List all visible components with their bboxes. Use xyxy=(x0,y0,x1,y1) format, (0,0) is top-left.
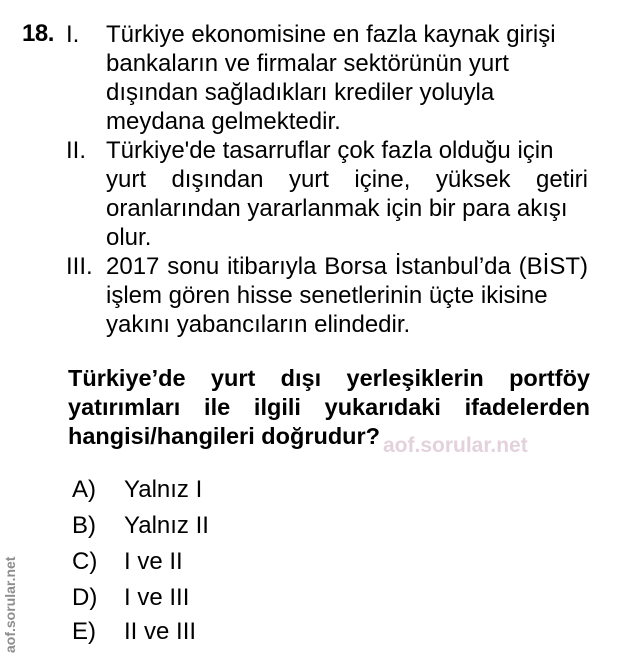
watermark-center: aof.sorular.net xyxy=(383,434,528,457)
statement-line: yurt dışından yurt içine, yüksek getiri xyxy=(106,166,588,193)
question-number: 18. xyxy=(22,20,54,47)
statement-text xyxy=(106,136,588,252)
statement-line: 2017 sonu itibarıyla Borsa İstanbul’da (BİST) xyxy=(106,253,588,280)
statement-line: Türkiye ekonomisine en fazla kaynak girişi xyxy=(106,21,556,48)
statement-numeral: III. xyxy=(66,253,93,280)
watermark-side: aof.sorular.net xyxy=(2,556,18,653)
statement-line: olur. xyxy=(106,224,152,251)
option-letter: B) xyxy=(72,512,96,539)
prompt-line: Türkiye’de yurt dışı yerleşiklerin portföy xyxy=(68,365,590,391)
prompt-line: yatırımları ile ilgili yukarıdaki ifadelerden xyxy=(68,394,590,420)
statement-line: bankaların ve firmalar sektörünün yurt xyxy=(106,50,509,77)
statement-line: meydana gelmektedir. xyxy=(106,108,341,135)
option-letter: D) xyxy=(72,584,98,611)
statement-line: işlem gören hisse senetlerinin üçte ikisine xyxy=(106,282,548,309)
statement-line: dışından sağladıkları krediler yoluyla xyxy=(106,79,495,106)
statement-numeral: I. xyxy=(66,21,80,48)
statement-numeral: II. xyxy=(66,137,87,164)
option-text: Yalnız I xyxy=(124,476,203,503)
option-text: I ve II xyxy=(124,548,183,575)
option-text: Yalnız II xyxy=(124,512,209,539)
option-text: II ve III xyxy=(124,618,197,645)
option-letter: C) xyxy=(72,548,98,575)
statement-line: yakını yabancıların elindedir. xyxy=(106,311,411,338)
statement-line: Türkiye'de tasarruflar çok fazla olduğu için xyxy=(106,137,554,164)
option-text: I ve III xyxy=(124,584,190,611)
statement-line: oranlarından yararlanmak için bir para akışı xyxy=(106,195,568,222)
option-letter: A) xyxy=(72,476,96,503)
prompt-line: hangisi/hangileri doğrudur? xyxy=(68,423,381,449)
statement-text xyxy=(106,20,588,136)
option-letter: E) xyxy=(72,618,96,645)
statement-text xyxy=(106,252,588,339)
